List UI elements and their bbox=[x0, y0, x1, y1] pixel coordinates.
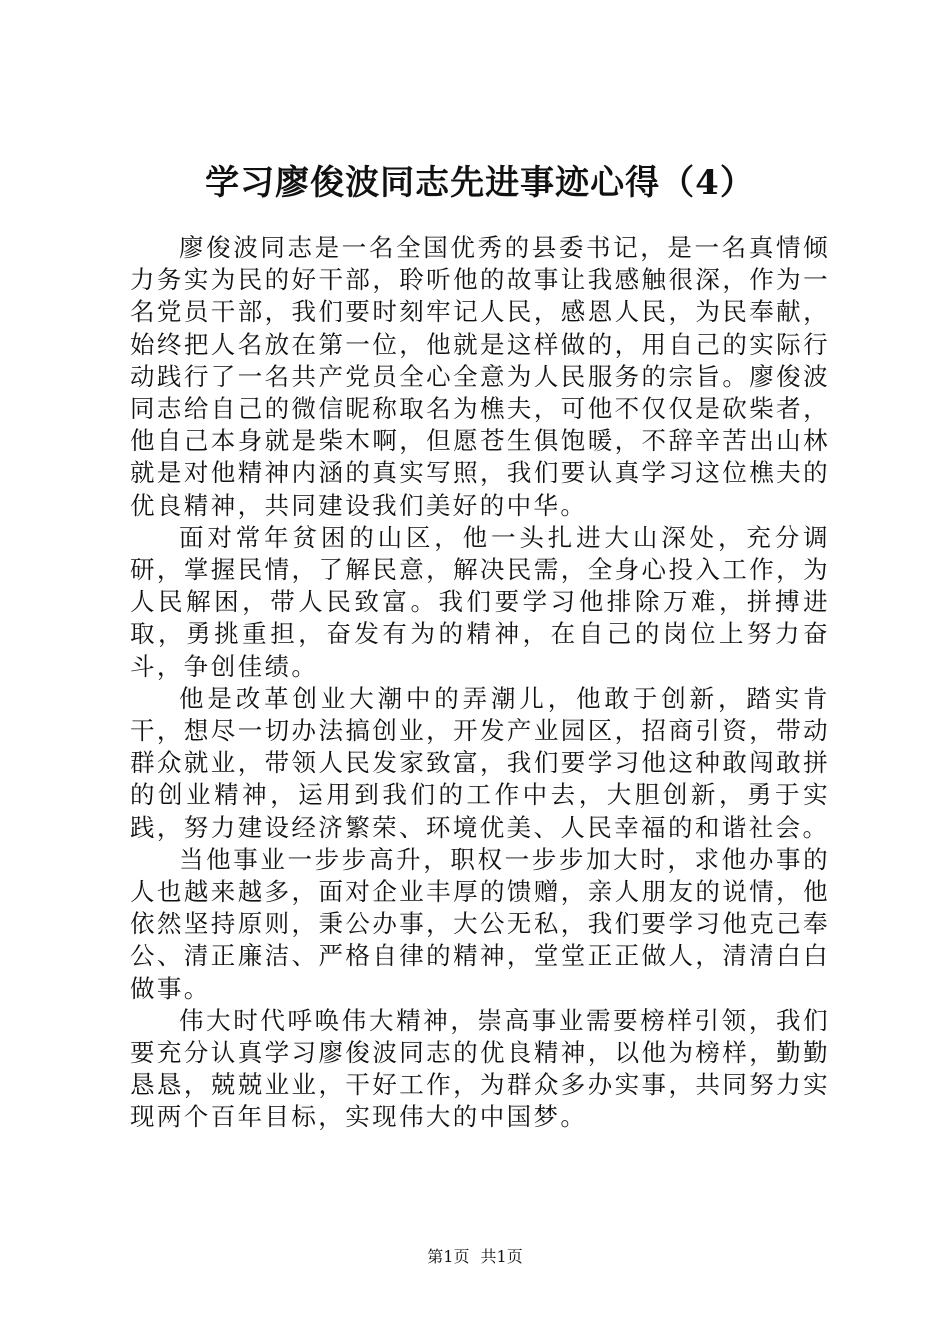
paragraph-2: 面对常年贫困的山区，他一头扎进大山深处，充分调研，掌握民情，了解民意，解决民需，全身心投入工作，为人民解困，带人民致富。我们要学习他排除万难，拼搏进取，勇挑重担，奋发有为的精神，在自己的岗位上努力奋斗，争创佳绩。 bbox=[130, 522, 830, 681]
paragraph-5: 伟大时代呼唤伟大精神，崇高事业需要榜样引领，我们要充分认真学习廖俊波同志的优良精神，以他为榜样，勤勤恳恳，兢兢业业，干好工作，为群众多办实事，共同努力实现两个百年目标，实现伟大的中国梦。 bbox=[130, 1005, 830, 1132]
document-body bbox=[130, 232, 830, 1134]
paragraph-1: 廖俊波同志是一名全国优秀的县委书记，是一名真情倾力务实为民的好干部，聆听他的故事让我感触很深，作为一名党员干部，我们要时刻牢记人民，感恩人民，为民奉献，始终把人名放在第一位，他就是这样做的，用自己的实际行动践行了一名共产党员全心全意为人民服务的宗旨。廖俊波同志给自己的微信昵称取名为樵夫，可他不仅仅是砍柴者，他自己本身就是柴木啊，但愿苍生俱饱暖，不辞辛苦出山林就是对他精神内涵的真实写照，我们要认真学习这位樵夫的优良精神，共同建设我们美好的中华。 bbox=[130, 233, 830, 520]
paragraph-3: 他是改革创业大潮中的弄潮儿，他敢于创新，踏实肯干，想尽一切办法搞创业，开发产业园区，招商引资，带动群众就业，带领人民发家致富，我们要学习他这种敢闯敢拼的创业精神，运用到我们的工作中去，大胆创新，勇于实践，努力建设经济繁荣、环境优美、人民幸福的和谐社会。 bbox=[130, 683, 830, 842]
page-footer bbox=[0, 1246, 950, 1268]
paragraph-4: 当他事业一步步高升，职权一步步加大时，求他办事的人也越来越多，面对企业丰厚的馈赠，亲人朋友的说情，他依然坚持原则，秉公办事，大公无私，我们要学习他克己奉公、清正廉洁、严格自律的精神，堂堂正正做人，清清白白做事。 bbox=[130, 844, 830, 1003]
page-number: 第1页 bbox=[427, 1247, 470, 1266]
document-title: 学习廖俊波同志先进事迹心得（4） bbox=[205, 163, 755, 203]
page-total: 共1页 bbox=[480, 1247, 523, 1266]
